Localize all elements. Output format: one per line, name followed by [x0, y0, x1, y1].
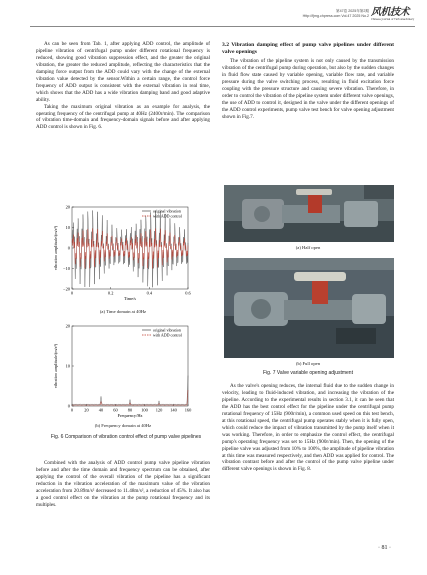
series-controlled-line [72, 228, 188, 268]
half-open-valve-illustration [224, 185, 394, 242]
right-paragraph-1: The vibration of the pipeline system is not only caused by the transmission vibration of the centrifugal pump during operation, but also by the sudden changes in fluid flow state caused by variable opening, variable flow rate, and variable pressure during the valve switching process, resulting in fluid excitation force coupling with the pressure structure and causing severe vibration. Therefore, in order to control the vibration of the pipeline system under different valve openings, the use of ADD to control it, designed in the valve under the different openings of the ADD control experiments, pump valve test bench for valve opening adjustment shown in Fig.7. [222, 58, 394, 120]
y-tick-label: 20 [65, 323, 70, 329]
journal-issue: 第47卷 2025年第2期 [336, 9, 369, 13]
journal-logo-subtitle: Chinese Journal of Turbomachinery [371, 18, 415, 21]
fig7b-full-open-photo [224, 258, 394, 358]
y-tick-label: 0 [67, 245, 70, 251]
left-column-continued [36, 460, 210, 509]
right-paragraph-2: As the valve's opening reduces, the internal fluid due to the sudden change in velocity, leading to fluid-induced vibration, and increasing the vibration of the pipeline. According to the experimental results in section 3.1, it can be seen that the ADD has the best control effect for the pipeline under the centrifugal pump rotational frequency of 15Hz (900r/min), a common used speed on this test bench, at this rotational speed, the centrifugal pump operates stably when it is fully open, which could reduce the impact of vibration transmitted by the pump itself when it was working. Therefore, in order to emphasize the control effect, the centrifugal pump's operating frequency was set to 15Hz (900r/min). Then, the opening of the pipeline valve was adjusted from 10% to 100%, the amplitude of pipeline vibration at this time was measured respectively, and then ADD was applied for control. The vibration contrast before and after the control of the pump valve pipeline under different valve openings is shown in Fig. 8. [222, 383, 394, 473]
journal-logo [371, 8, 415, 22]
right-column-continued [222, 383, 394, 473]
y-tick-label: 20 [65, 204, 70, 210]
x-tick-label: 80 [127, 407, 133, 413]
right-column [222, 41, 394, 121]
series-original-line [72, 376, 188, 405]
x-axis-label: Time/s [123, 296, 137, 301]
left-paragraph-2: Taking the maximum original vibration as an example for analysis, the operating frequency of the centrifugal pump at 40Hz (2400r/min). The comparison of vibration time-domain and frequency-domain signals before and after applying ADD control is shown in Fig. 6. [36, 103, 210, 131]
x-tick-label: 0 [70, 407, 74, 413]
journal-logo-text: 风机技术 [371, 7, 409, 18]
full-open-valve-illustration [224, 258, 394, 358]
series-controlled-line [72, 390, 188, 405]
y-axis-label: vibration amplitude/(m/s²) [53, 225, 58, 271]
x-tick-label: 100 [141, 407, 148, 413]
fig6-caption: Fig. 6 Comparison of vibration control effect of pump valve pipelines [50, 434, 202, 440]
y-tick-label: 10 [65, 225, 70, 230]
fig6b-frequency-domain-chart [36, 320, 196, 422]
y-tick-label: −20 [63, 286, 70, 292]
page-number: · 81 · [378, 545, 391, 551]
fig7b-caption: (b) Full open [296, 361, 320, 366]
legend-label-controlled: with ADD control [153, 213, 182, 219]
x-tick-label: 40 [98, 407, 104, 413]
y-tick-label: −10 [63, 266, 70, 271]
legend-label-original: original vibration [153, 327, 181, 333]
x-tick-label: 0.2 [107, 290, 114, 296]
left-column [36, 41, 210, 131]
left-paragraph-1: As can be seen from Tab. 1, after applying ADD control, the amplitude of pipeline vibration of centrifugal pump under different rotational frequency is reduced, showing good vibration suppression effect, and the greater the original vibration, the greater the reduced amplitude, reflecting the characteristics that the damping force output from the ADD could vary with the change of the external vibration value detected by the sensor.Within a certain range, the control force frequency of ADD output is consistent with the external vibration in real time, which shows that the ADD has a wide vibration damping band and good adaptive ability. [36, 41, 210, 103]
x-axis-label: Frequency/Hz [117, 413, 143, 418]
x-tick-label: 20 [84, 407, 89, 413]
x-tick-label: 160 [184, 407, 192, 413]
x-tick-label: 60 [113, 407, 118, 413]
legend-label-controlled: with ADD control [153, 332, 182, 338]
left-paragraph-3: Combined with the analysis of ADD control pump valve pipeline vibration before and after the time domain and frequency spectrum can be obtained, after applying the control of the overall vibration of the pipeline has a significant reduction in the vibration acceleration of the maximum value of the vibration acceleration from 20.89m/s² decreased to 11.48m/s², a reduction of 45%. It also has a good control effect on the vibration at the pump rotational frequency and its multiples. [36, 460, 210, 508]
x-tick-label: 0.4 [146, 290, 153, 296]
header-divider [30, 26, 415, 27]
section-heading: 3.2 Vibration damping effect of pump valve pipelines under different valve openings [222, 42, 394, 55]
fig6a-time-domain-chart [36, 203, 196, 299]
x-tick-label: 140 [170, 407, 177, 413]
y-axis-label: vibration amplitude/(m/s²) [53, 343, 58, 389]
plot-frame [72, 326, 188, 406]
journal-meta [199, 9, 369, 19]
fig7a-half-open-photo [224, 185, 394, 242]
journal-url: Http://fjmg.chpress.com Vol.47 2025 No.2 [302, 14, 369, 19]
y-tick-label: 10 [65, 363, 70, 369]
legend-label-original: original vibration [153, 208, 181, 214]
fig7a-caption: (a) Half open [295, 245, 321, 250]
fig6b-caption: (b) Frequency domain at 40Hz [94, 423, 152, 428]
y-tick-label: 0 [67, 403, 70, 409]
x-tick-label: 0 [70, 290, 74, 296]
fig6a-caption: (a) Time domain at 40Hz [99, 309, 147, 314]
fig7-caption: Fig. 7 Valve variable opening adjustment [263, 370, 353, 376]
x-tick-label: 120 [155, 407, 163, 413]
x-tick-label: 0.6 [185, 290, 191, 296]
